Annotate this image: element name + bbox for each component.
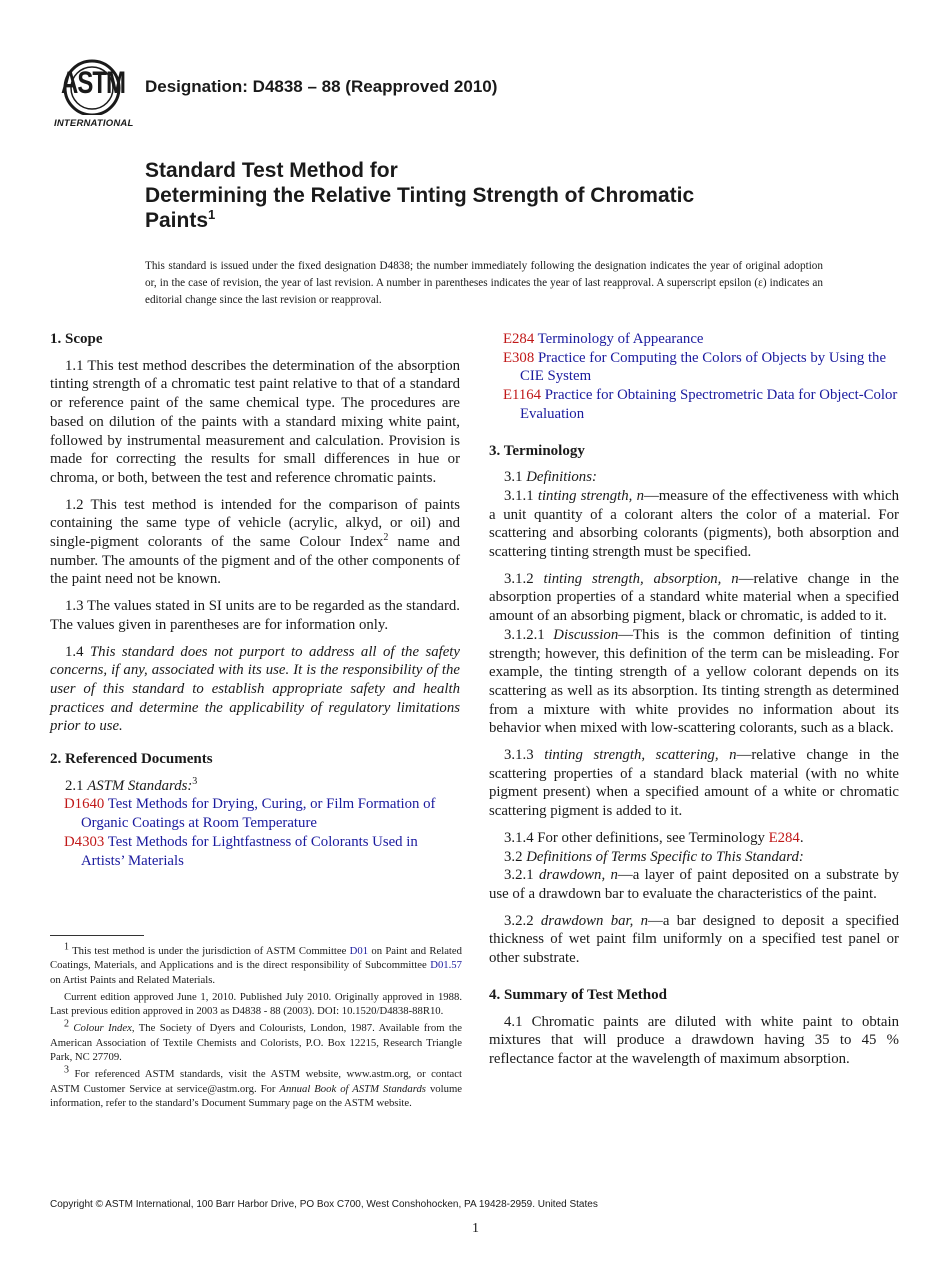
- astm-logo: [52, 58, 136, 132]
- footnote-3: [50, 1064, 463, 1110]
- para-1-2-b: name and number. The amounts of the pigment and of the other components of the paint need not be known.: [50, 534, 460, 588]
- ref-item-d1640[interactable]: [50, 795, 460, 832]
- footnote-text: on Paint and Related Coatings, Materials, and Applications and is the direct responsibility of Subcommittee: [50, 945, 462, 972]
- footnote-1: [50, 941, 462, 987]
- para-num: 3.2.1: [504, 867, 539, 884]
- logo-wordmark: ASTM: [61, 65, 125, 101]
- para-num: 3.1.1: [504, 487, 538, 504]
- ref-code[interactable]: E308: [503, 349, 535, 366]
- ref-item-e308[interactable]: [489, 349, 899, 386]
- para-1-2: [50, 496, 460, 590]
- para-3-1-2: [489, 570, 899, 626]
- para-num: 3.1.2.1: [504, 626, 554, 643]
- term: tinting strength, scattering, n: [544, 747, 737, 764]
- ref-title[interactable]: Practice for Obtaining Spectrometric Data for Object-Color Evaluation: [520, 387, 898, 422]
- ref-item-e284[interactable]: [489, 330, 899, 349]
- para-end: .: [799, 829, 804, 846]
- definition: —a bar designed to deposit a specified thickness of wet paint film uniformly on a specified test panel or other substrate.: [489, 912, 900, 967]
- footnote-text: This test method is under the jurisdiction of ASTM Committee: [69, 945, 350, 957]
- para-num: 3.1.2: [504, 570, 544, 587]
- para-3-1-4: [489, 829, 899, 848]
- footnote-text: , The Society of Dyers and Colourists, London, 1987. Available from the American Association of Textile Chemists and Colorists, P.O. Box 12215, Research Triangle Park, NC 27709.: [50, 1022, 462, 1064]
- para-3-1-1: [489, 487, 899, 562]
- footnotes: [50, 941, 463, 1113]
- right-column: [489, 330, 899, 1077]
- para-3-2-1: [489, 866, 899, 903]
- para-1-4-num: 1.4: [65, 643, 90, 660]
- ref-code[interactable]: E284: [503, 331, 535, 347]
- para-4-1: 4.1 Chromatic paints are diluted with white paint to obtain mixtures that will produce a drawdown having 35 to 45 % reflectance factor at the wavelength of maximum absorption.: [489, 1013, 899, 1067]
- title-line-3: [145, 208, 845, 233]
- section-2-heading: 2. Referenced Documents: [50, 751, 213, 768]
- ref-code[interactable]: E1164: [503, 387, 542, 404]
- footnote-mark: 2: [64, 1018, 69, 1030]
- para-2-1-text: ASTM Standards:: [87, 777, 193, 794]
- term: tinting strength, absorption, n: [543, 570, 739, 587]
- para-1-2-a: 1.2 This test method is intended for the comparison of paints containing the same type of vehicle (acrylic, alkyd, or oil) and single-pigment colorants of the same Colour Index: [50, 496, 460, 551]
- section-1-heading: 1. Scope: [50, 331, 103, 347]
- title-line-2: Determining the Relative Tinting Strength of Chromatic: [145, 184, 695, 207]
- issuance-notice: This standard is issued under the fixed designation D4838; the number immediately following the designation indicates the year of original adoption or, in the case of revision, the year of last revision. A number in parentheses indicates the year of last reapproval. A superscript epsilon (ε) indicates an editorial change since the last revision or reapproval.: [145, 260, 823, 306]
- page-number: 1: [472, 1221, 479, 1236]
- para-1-3: 1.3 The values stated in SI units are to be regarded as the standard. The values given in parentheses are for information only.: [50, 598, 460, 633]
- definition: —a layer of paint deposited on a substrate by use of a drawdown bar to evaluate the characteristics of the paint.: [489, 867, 899, 902]
- term: drawdown bar, n: [540, 912, 649, 929]
- ref-item-d4303[interactable]: [50, 833, 460, 870]
- para-3-2-2: [489, 912, 899, 968]
- ref-item-e1164[interactable]: [489, 386, 899, 423]
- footnote-text: on Artist Paints and Related Materials.: [50, 973, 216, 986]
- title-footnote-mark: 1: [208, 207, 216, 222]
- term: tinting strength, n: [537, 487, 644, 504]
- footnote-italic: Annual Book of ASTM Standards: [279, 1082, 426, 1095]
- footnote-text: volume information, refer to the standard’s Document Summary page on the ASTM website.: [50, 1082, 463, 1109]
- left-column: [50, 330, 460, 870]
- ref-title[interactable]: Test Methods for Drying, Curing, or Film Formation of Organic Coatings at Room Temperature: [81, 796, 436, 832]
- ref-code[interactable]: D4303: [64, 833, 105, 850]
- footnote-2: [50, 1018, 462, 1064]
- term: Discussion: [553, 626, 619, 643]
- footnote-text: For referenced ASTM standards, visit the ASTM website, www.astm.org, or contact ASTM Customer Service at service@astm.org. For: [50, 1068, 462, 1095]
- definition: —relative change in the scattering properties of a standard black material (with no white pigment present) when a specified amount of a white or chromatic scattering pigment is added to it.: [489, 747, 899, 820]
- footnote-mark: 3: [64, 1064, 69, 1076]
- link-d01-57[interactable]: D01.57: [430, 959, 462, 972]
- definition: —relative change in the absorption properties of a standard white material when a specified amount of an absorbing pigment, black or chromatic, is added to it.: [489, 570, 899, 625]
- definition: —measure of the effectiveness with which a unit quantity of a colorant alters the color of a material. For scattering and absorbing colorants (pigments), both absorption and scattering tinting strength must be specified.: [489, 487, 900, 561]
- definition: —This is the common definition of tinting strength; however, this definition of the term can be misleading. For example, the tinting strength of a yellow colorant depends on its scattering as well as its absorption. Its tinting strength as determined from a mixture with white provides no information about its behavior when mixed with low-scattering colorants, such as a black.: [489, 626, 899, 737]
- para-3-2-num: 3.2: [504, 848, 527, 865]
- title-line-1: Standard Test Method for: [145, 159, 398, 182]
- ref-title[interactable]: Terminology of Appearance: [537, 331, 704, 347]
- ref-title[interactable]: Practice for Computing the Colors of Objects by Using the CIE System: [520, 349, 887, 385]
- para-3-1-2-1: [489, 626, 899, 738]
- term: drawdown, n: [538, 867, 618, 884]
- para-1-4: [50, 643, 460, 737]
- footnote-ref-2: 2: [383, 532, 389, 544]
- section-4-heading: 4. Summary of Test Method: [489, 986, 667, 1003]
- section-3-heading: 3. Terminology: [489, 442, 585, 459]
- para-text: 3.1.4 For other definitions, see Terminology: [504, 829, 769, 846]
- footnote-italic: Colour Index: [69, 1022, 132, 1035]
- para-3-1-num: 3.1: [504, 469, 527, 486]
- link-d01[interactable]: D01: [349, 945, 369, 957]
- designation: Designation: D4838 – 88 (Reapproved 2010): [145, 77, 498, 96]
- para-3-2-text: Definitions of Terms Specific to This Standard:: [526, 848, 804, 865]
- ref-title[interactable]: Test Methods for Lightfastness of Colorants Used in Artists’ Materials: [81, 833, 418, 869]
- para-1-4-text: This standard does not purport to address all of the safety concerns, if any, associated with its use. It is the responsibility of the user of this standard to establish appropriate safety and health practices and determine the applicability of regulatory limitations prior to use.: [50, 643, 460, 735]
- document-title: [145, 158, 845, 233]
- para-1-1: 1.1 This test method describes the determination of the absorption tinting strength of a chromatic test paint relative to that of a standard or reference paint of the same chemical type. The procedures are based on dilution of the paints with a standard mixing white paint, followed by instrumental measurement and calculation. Provision is made for correcting the results for small differences in hue or chroma, or both, between the test and reference chromatic paints.: [50, 357, 460, 486]
- para-3-1-3: [489, 746, 899, 821]
- ref-code[interactable]: D1640: [64, 796, 105, 813]
- link-e284[interactable]: E284: [768, 829, 800, 846]
- para-num: 3.1.3: [504, 747, 545, 764]
- copyright-line: Copyright © ASTM International, 100 Barr Harbor Drive, PO Box C700, West Conshohocken, PA 19428-2959. United States: [50, 1199, 598, 1210]
- footnote-divider: [50, 935, 144, 936]
- para-2-1-num: 2.1: [65, 777, 88, 794]
- para-num: 3.2.2: [504, 912, 541, 929]
- para-2-1: [50, 777, 460, 796]
- logo-subtext: INTERNATIONAL: [54, 118, 134, 129]
- title-line-3-text: Paints: [145, 209, 209, 232]
- footnote-mark: 1: [64, 941, 69, 953]
- footnote-ref-3: 3: [192, 775, 198, 787]
- para-3-2: [489, 848, 899, 867]
- para-3-1-text: Definitions:: [526, 469, 597, 486]
- footnote-edition: Current edition approved June 1, 2010. Published July 2010. Originally approved in 1988. Last previous edition approved in 2003 as D4838 - 88 (2003). DOI: 10.1520/D4838-88R10.: [50, 990, 462, 1018]
- para-3-1: [489, 468, 899, 487]
